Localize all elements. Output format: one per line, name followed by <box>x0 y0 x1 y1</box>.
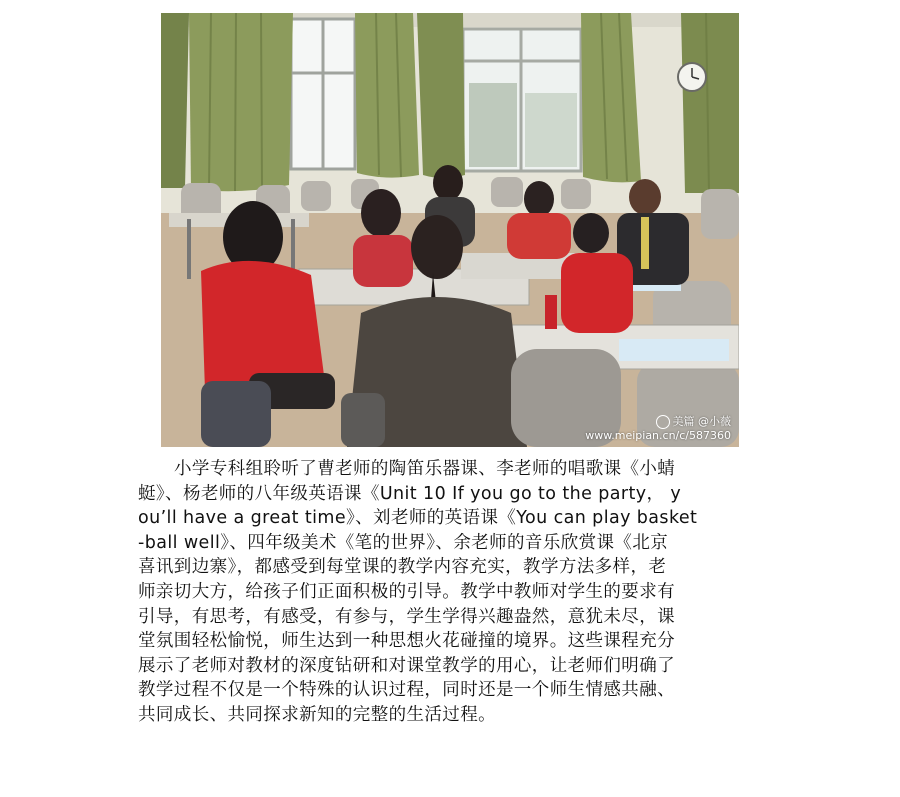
paragraph-line: ou’ll have a great time》、刘老师的英语课《You can play basket <box>138 508 698 529</box>
paragraph-line: -ball well》、四年级美术《笔的世界》、余老师的音乐欣赏课《北京 <box>138 532 669 553</box>
meipian-logo-icon <box>656 415 670 429</box>
paragraph-line: 喜讯到边寨》，都感受到每堂课的教学内容充实，教学方法多样，老 <box>138 557 667 578</box>
article-paragraph <box>138 457 770 728</box>
watermark-brand: 美篇 @小薇 <box>672 415 731 428</box>
watermark-url: www.meipian.cn/c/587360 <box>585 429 731 442</box>
paragraph-line: 堂氛围轻松愉悦，师生达到一种思想火花碰撞的境界。这些课程充分 <box>138 631 675 652</box>
paragraph-line: 展示了老师对教材的深度钻研和对课堂教学的用心，让老师们明确了 <box>138 655 675 676</box>
paragraph-line: 教学过程不仅是一个特殊的认识过程，同时还是一个师生情感共融、 <box>138 680 675 701</box>
classroom-photo <box>161 13 739 447</box>
right-window <box>463 29 581 171</box>
paragraph-line: 蜓》、杨老师的八年级英语课《Unit 10 If you go to the party， y <box>138 483 682 504</box>
paragraph-line: 小学专科组聆听了曹老师的陶笛乐器课、李老师的唱歌课《小蜻 <box>174 459 676 479</box>
classroom-scene <box>161 13 739 447</box>
paragraph-line: 师亲切大方，给孩子们正面积极的引导。教学中教师对学生的要求有 <box>138 581 675 602</box>
left-window <box>291 19 355 169</box>
paragraph-line: 共同成长、共同探求新知的完整的生活过程。 <box>138 704 496 725</box>
red-thermos <box>545 295 557 329</box>
photo-watermark <box>585 415 731 443</box>
paragraph-line: 引导，有思考，有感受，有参与，学生学得兴趣盎然，意犹未尽，课 <box>138 606 675 627</box>
